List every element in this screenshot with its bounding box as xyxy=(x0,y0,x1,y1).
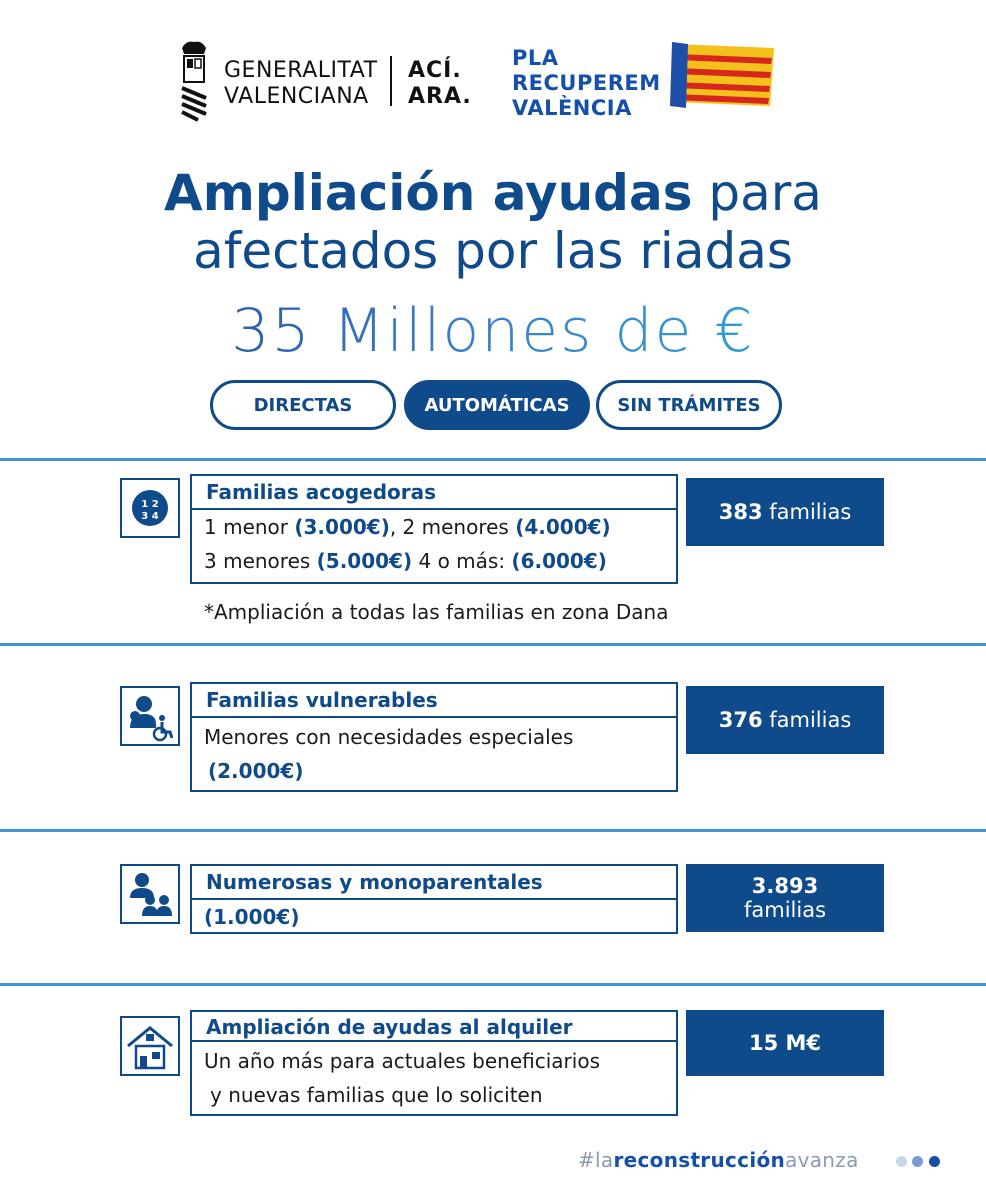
card-vulnerables-body xyxy=(204,720,670,788)
acogedoras-note: *Ampliación a todas las familias en zona Dana xyxy=(204,600,669,624)
dot-3 xyxy=(929,1156,940,1167)
acogedoras-line1 xyxy=(204,510,670,544)
vulnerables-line2: (2.000€) xyxy=(208,759,304,783)
card-numerosas-title: Numerosas y monoparentales xyxy=(192,866,676,900)
l1c: , 2 menores xyxy=(389,515,516,539)
aci-text: ACÍ. xyxy=(408,58,462,83)
gv-line2: VALENCIANA xyxy=(224,84,369,109)
stat-vulnerables-label: familias xyxy=(762,708,852,732)
l2a: 3 menores xyxy=(204,549,317,573)
card-acogedoras-body xyxy=(204,510,670,578)
gv-line1: GENERALITAT xyxy=(224,58,378,83)
divider-4 xyxy=(0,983,986,986)
l2c: 4 o más: xyxy=(412,549,512,573)
gv-logo xyxy=(178,38,210,124)
hashtag xyxy=(578,1148,859,1172)
hashtag-a: #la xyxy=(578,1148,614,1172)
stat-acogedoras xyxy=(686,478,884,546)
pill-automaticas: AUTOMÁTICAS xyxy=(404,380,590,430)
page-subtitle: afectados por las riadas xyxy=(193,222,793,280)
l1b: (3.000€) xyxy=(294,515,390,539)
stat-alquiler-num: 15 M€ xyxy=(748,1031,822,1055)
vulnerables-line1: Menores con necesidades especiales xyxy=(204,725,574,749)
divider-1 xyxy=(0,458,986,461)
house-icon xyxy=(120,1016,180,1076)
dot-2 xyxy=(912,1156,923,1167)
senyera-flag-icon xyxy=(670,40,776,110)
svg-text:3 4: 3 4 xyxy=(141,511,159,522)
gv-crest-icon xyxy=(178,38,210,124)
stat-vulnerables xyxy=(686,686,884,754)
pla-recuperem-logo xyxy=(512,46,661,121)
pill-sin-tramites: SIN TRÁMITES xyxy=(596,380,782,430)
l2b: (5.000€) xyxy=(316,549,413,573)
divider-3 xyxy=(0,829,986,832)
l2d: (6.000€) xyxy=(511,549,607,573)
logo-divider xyxy=(390,56,392,106)
dot-1 xyxy=(896,1156,907,1167)
card-acogedoras xyxy=(190,474,678,584)
stat-acogedoras-num: 383 xyxy=(718,500,763,524)
stat-numerosas-label: familias xyxy=(743,898,827,922)
total-amount: 35 Millones de € xyxy=(0,296,986,366)
stat-numerosas xyxy=(686,864,884,932)
page-title xyxy=(0,164,986,222)
alquiler-line1: Un año más para actuales beneficiarios xyxy=(204,1049,600,1073)
stat-vulnerables-num: 376 xyxy=(718,708,763,732)
pla-line1: PLA xyxy=(512,46,559,70)
l1a: 1 menor xyxy=(204,515,295,539)
svg-text:1 2: 1 2 xyxy=(141,499,159,510)
card-alquiler-title: Ampliación de ayudas al alquiler xyxy=(192,1012,676,1042)
stat-alquiler xyxy=(686,1010,884,1076)
card-vulnerables xyxy=(190,682,678,792)
numerosas-line1: (1.000€) xyxy=(204,905,300,929)
hashtag-b: reconstrucción xyxy=(613,1148,786,1172)
title-rest: para xyxy=(692,164,822,222)
pla-line3: VALÈNCIA xyxy=(512,96,632,120)
l1d: (4.000€) xyxy=(515,515,611,539)
family-disability-icon xyxy=(120,686,180,746)
family-group-icon xyxy=(120,864,180,924)
card-acogedoras-title: Familias acogedoras xyxy=(192,476,676,510)
acogedoras-line2 xyxy=(204,544,670,578)
numbers-icon xyxy=(120,478,180,538)
alquiler-line2: y nuevas familias que lo soliciten xyxy=(210,1083,543,1107)
divider-2 xyxy=(0,643,986,646)
ara-text: ARA. xyxy=(408,84,472,109)
card-numerosas xyxy=(190,864,678,934)
card-vulnerables-title: Familias vulnerables xyxy=(192,684,676,718)
card-alquiler xyxy=(190,1010,678,1116)
card-alquiler-body xyxy=(204,1044,670,1112)
pill-directas: DIRECTAS xyxy=(210,380,396,430)
stat-acogedoras-label: familias xyxy=(762,500,852,524)
pla-line2: RECUPEREM xyxy=(512,71,661,95)
aci-ara-logo xyxy=(408,58,472,110)
gv-name xyxy=(224,58,378,110)
hashtag-c: avanza xyxy=(785,1148,859,1172)
stat-numerosas-num: 3.893 xyxy=(751,874,819,898)
title-bold: Ampliación ayudas xyxy=(164,164,693,222)
card-numerosas-body xyxy=(204,900,670,934)
